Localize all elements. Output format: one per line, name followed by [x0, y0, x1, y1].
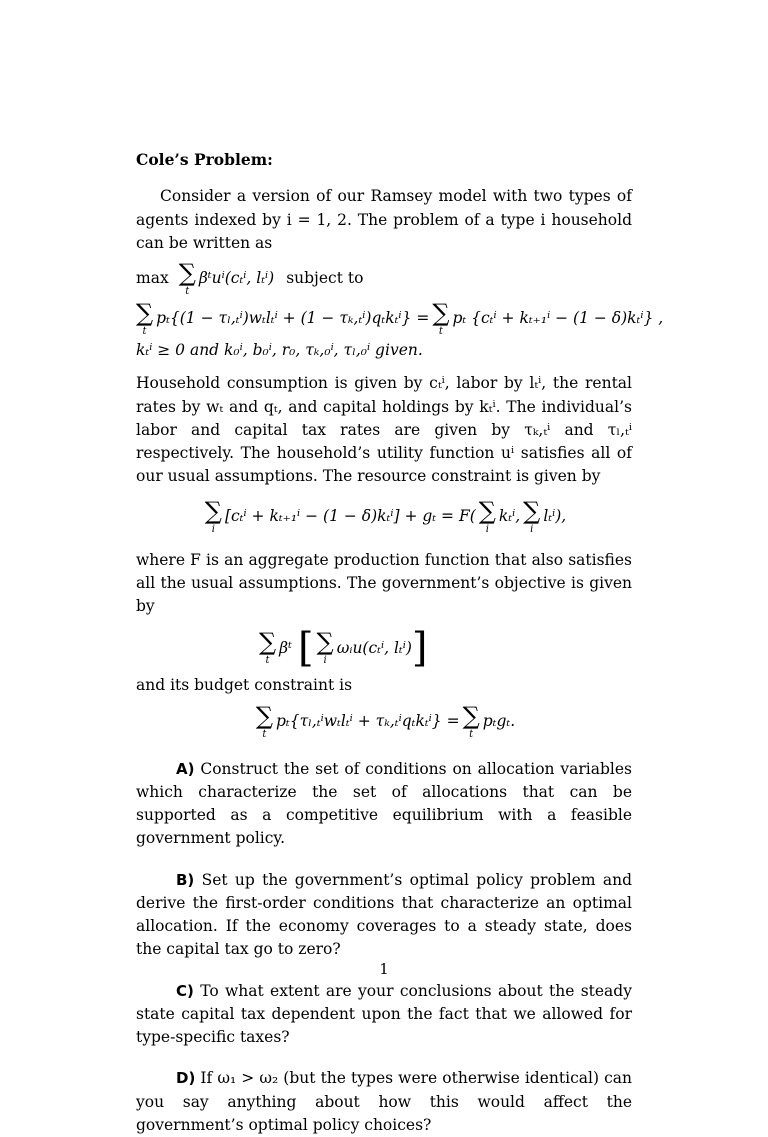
max-operator: max — [136, 269, 169, 288]
subject-to-text: subject to — [286, 269, 364, 288]
question-d: D) If ω₁ > ω₂ (but the types were otherwise identical) can you say anything about how this would affect the government’s optimal policy choices? — [136, 1069, 632, 1134]
objective-equation — [136, 261, 632, 297]
utility-term: βᵗuⁱ(cₜⁱ, lₜⁱ) — [198, 269, 275, 288]
given-conditions: kₜⁱ ≥ 0 and k₀ⁱ, b₀ⁱ, r₀, τₖ,₀ⁱ, τₗ,₀ⁱ given. — [136, 341, 423, 359]
problem-title: Cole’s Problem: — [136, 150, 273, 169]
question-b: B) Set up the government’s optimal policy problem and derive the first-order conditions that characterize an optimal allocation. If the economy coverages to a steady state, does the capital tax go to zero? — [136, 870, 632, 959]
description-paragraph: Household consumption is given by cₜⁱ, labor by lₜⁱ, the rental rates by wₜ and qₜ, and capital holdings by kₜⁱ. The individual’s labor and capital tax rates are given by τₖ,ₜⁱ and τₗ,ₜⁱ respectively. The household’s utility function uⁱ satisfies all of our usual assumptions. The resource constraint is given by — [136, 374, 632, 486]
sum-over-t: ∑ t — [178, 259, 196, 297]
government-objective: ∑ t βᵗ [ ∑ i ωᵢu(cₜⁱ, lₜⁱ) ] — [259, 625, 428, 672]
sum-over-i: ∑ i — [523, 496, 541, 535]
budget-lhs: pₜ{(1 − τₗ,ₜⁱ)wₜlₜⁱ + (1 − τₖ,ₜⁱ)qₜkₜⁱ} = — [156, 309, 430, 328]
page-number: 1 — [379, 960, 389, 978]
sum-over-i: ∑ i — [316, 628, 334, 667]
sum-over-t: ∑ t — [259, 628, 277, 667]
resource-constraint: ∑ i [cₜⁱ + kₜ₊₁ⁱ − (1 − δ)kₜⁱ] + gₜ = F( ∑ i kₜⁱ, ∑ i lₜⁱ), — [204, 496, 567, 535]
production-paragraph: where F is an aggregate production function that also satisfies all the usual assumptions. The government’s objective is given by — [136, 550, 632, 615]
sum-over-t: ∑ t — [136, 299, 154, 337]
intro-paragraph: Consider a version of our Ramsey model with two types of agents indexed by i = 1, 2. The problem of a type i household can be written as — [136, 187, 632, 252]
question-a: A) Construct the set of conditions on allocation variables which characterize the set of allocations that can be supported as a competitive equilibrium with a feasible government policy. — [136, 759, 633, 848]
document-page — [136, 148, 664, 1137]
sum-over-i: ∑ i — [204, 496, 222, 535]
sum-over-t: ∑ t — [255, 701, 273, 740]
sum-over-t: ∑ t — [462, 701, 480, 740]
government-budget: ∑ t pₜ{τₗ,ₜⁱwₜlₜⁱ + τₖ,ₜⁱqₜkₜⁱ} = ∑ t pₜgₜ. — [255, 701, 516, 740]
sum-over-t: ∑ t — [432, 299, 450, 337]
question-c: C) To what extent are your conclusions about the steady state capital tax dependent upon the fact that we allowed for type-specific taxes? — [136, 981, 632, 1046]
budget-intro: and its budget constraint is — [136, 676, 353, 695]
budget-rhs: pₜ {cₜⁱ + kₜ₊₁ⁱ − (1 − δ)kₜⁱ} , — [452, 309, 664, 328]
budget-equation — [136, 299, 664, 337]
sum-over-i: ∑ i — [478, 496, 496, 535]
